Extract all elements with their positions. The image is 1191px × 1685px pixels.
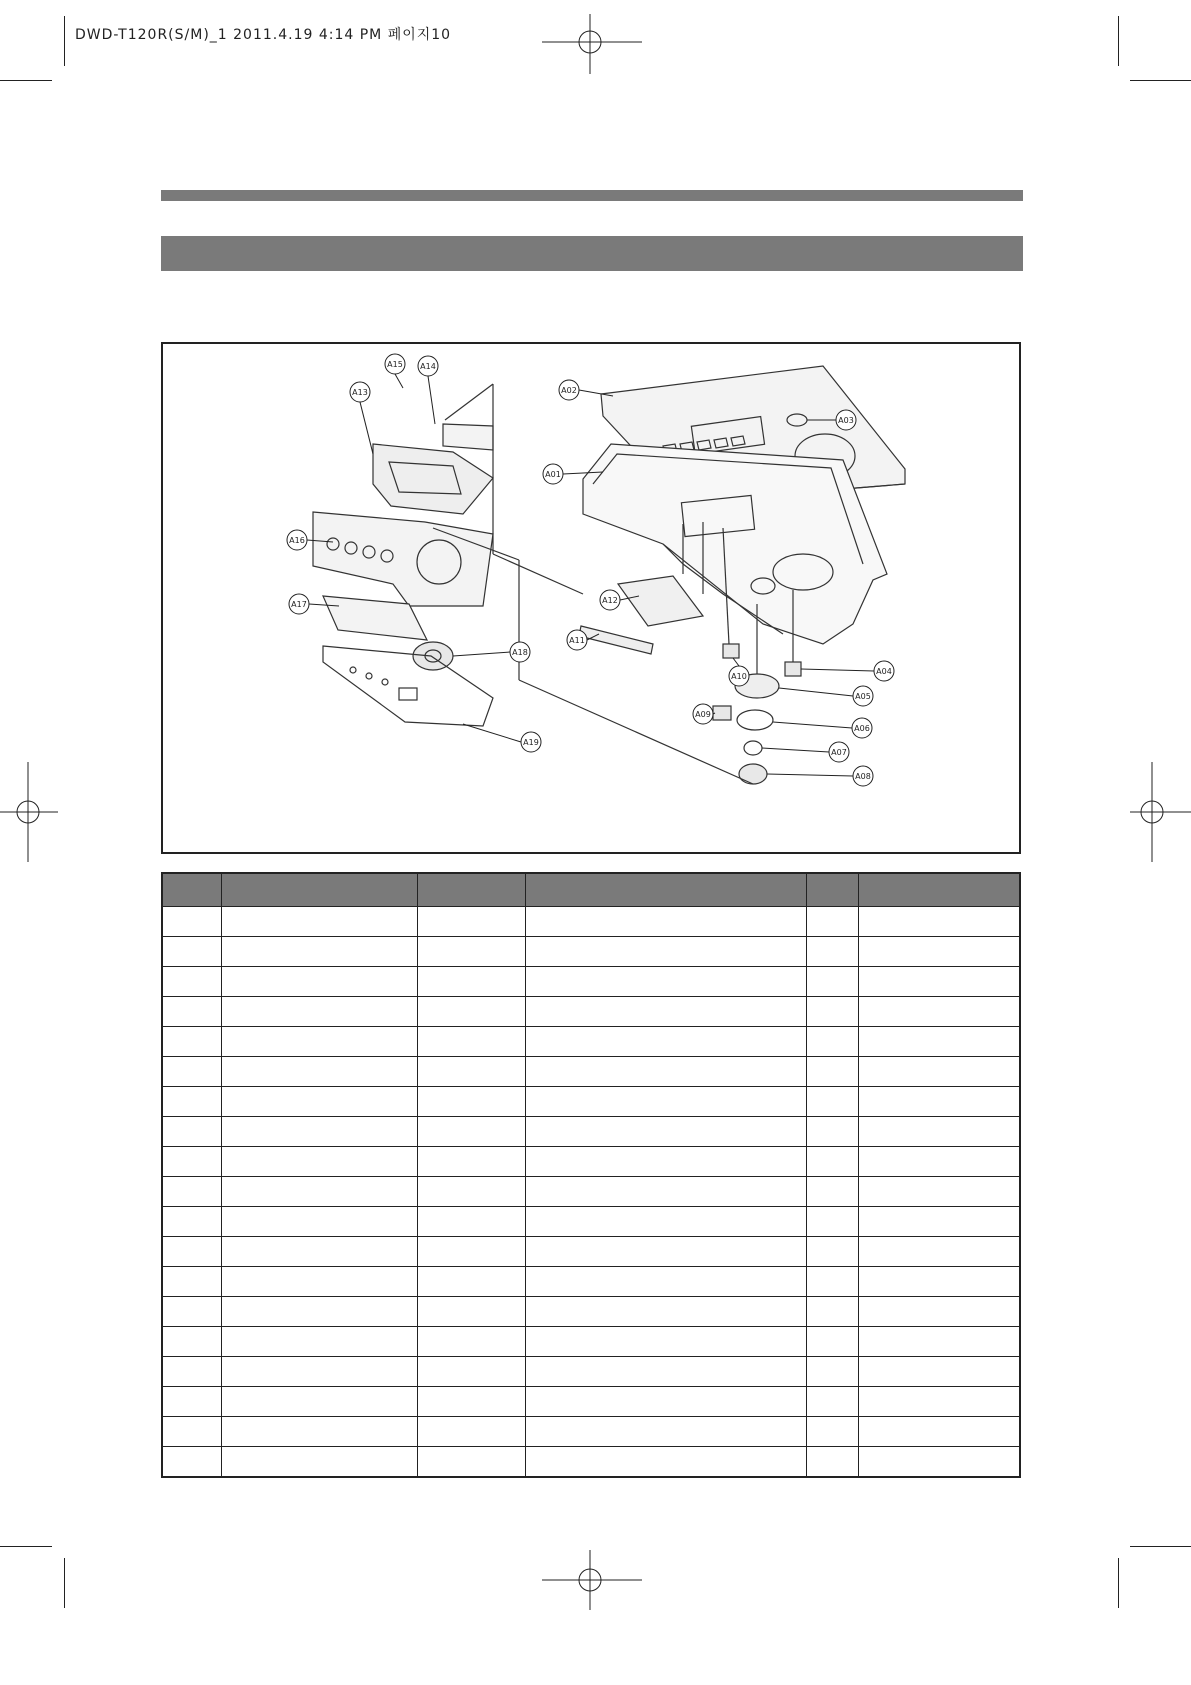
- table-cell: [222, 1447, 418, 1478]
- table-row: [162, 1207, 1020, 1237]
- part-a13-drawer: [373, 444, 493, 514]
- table-cell: [858, 1117, 1020, 1147]
- svg-text:A06: A06: [854, 724, 870, 733]
- table-row: [162, 1297, 1020, 1327]
- header-no: [162, 873, 222, 907]
- table-cell: [162, 967, 222, 997]
- diagram-drawing: [163, 344, 1019, 852]
- callout-a19: [521, 732, 541, 752]
- callout-a13: [350, 382, 370, 402]
- table-cell: [162, 997, 222, 1027]
- table-cell: [417, 1087, 525, 1117]
- table-cell: [162, 937, 222, 967]
- callout-a12: [600, 590, 620, 610]
- table-cell: [858, 967, 1020, 997]
- svg-text:A03: A03: [838, 416, 854, 425]
- table-cell: [525, 1297, 806, 1327]
- table-cell: [417, 1237, 525, 1267]
- table-cell: [222, 1327, 418, 1357]
- table-cell: [858, 1327, 1020, 1357]
- part-a16-housing: [313, 512, 493, 606]
- table-row: [162, 907, 1020, 937]
- table-row: [162, 997, 1020, 1027]
- table-cell: [222, 1087, 418, 1117]
- table-cell: [162, 1027, 222, 1057]
- callout-a04: [874, 661, 894, 681]
- table-cell: [162, 1417, 222, 1447]
- table-cell: [162, 1207, 222, 1237]
- print-header: DWD-T120R(S/M)_1 2011.4.19 4:14 PM 페이지10: [75, 27, 452, 43]
- table-row: [162, 1357, 1020, 1387]
- table-body: [162, 907, 1020, 1478]
- callout-a09: [693, 704, 713, 724]
- svg-text:A19: A19: [523, 738, 539, 747]
- table-cell: [417, 1027, 525, 1057]
- table-cell: [858, 1027, 1020, 1057]
- part-a14: [443, 424, 493, 450]
- registration-mark-left: [0, 762, 58, 862]
- table-cell: [806, 967, 858, 997]
- table-row: [162, 1057, 1020, 1087]
- svg-text:A09: A09: [695, 710, 711, 719]
- table-cell: [162, 907, 222, 937]
- table-row: [162, 1177, 1020, 1207]
- table-cell: [417, 1207, 525, 1237]
- table-row: [162, 1417, 1020, 1447]
- table-cell: [222, 937, 418, 967]
- part-a11-strip: [579, 626, 653, 654]
- table-cell: [222, 997, 418, 1027]
- registration-mark-top: [542, 14, 642, 74]
- table-cell: [162, 1177, 222, 1207]
- table-cell: [162, 1147, 222, 1177]
- callout-a17: [289, 594, 309, 614]
- table-cell: [806, 1327, 858, 1357]
- parts-list-table: [161, 872, 1021, 1478]
- table-cell: [858, 1177, 1020, 1207]
- table-row: [162, 1327, 1020, 1357]
- table-cell: [222, 1297, 418, 1327]
- callout-a14: [418, 356, 438, 376]
- table-row: [162, 1147, 1020, 1177]
- svg-text:A15: A15: [387, 360, 403, 369]
- table-cell: [162, 1087, 222, 1117]
- svg-text:A12: A12: [602, 596, 618, 605]
- table-cell: [417, 1387, 525, 1417]
- table-cell: [525, 1417, 806, 1447]
- table-cell: [162, 1057, 222, 1087]
- table-cell: [806, 1387, 858, 1417]
- table-cell: [162, 1237, 222, 1267]
- table-cell: [417, 1057, 525, 1087]
- table-cell: [222, 1267, 418, 1297]
- callout-a05: [853, 686, 873, 706]
- table-row: [162, 1087, 1020, 1117]
- table-row: [162, 1027, 1020, 1057]
- svg-text:A18: A18: [512, 648, 528, 657]
- table-cell: [162, 1297, 222, 1327]
- header-part-code: [222, 873, 418, 907]
- table-cell: [806, 937, 858, 967]
- table-cell: [222, 1057, 418, 1087]
- header-part-name: [417, 873, 525, 907]
- title-bar: [161, 190, 1023, 201]
- table-cell: [222, 907, 418, 937]
- table-cell: [858, 1087, 1020, 1117]
- header-description: [525, 873, 806, 907]
- table-cell: [525, 967, 806, 997]
- table-cell: [806, 1177, 858, 1207]
- svg-text:A05: A05: [855, 692, 871, 701]
- table-cell: [858, 907, 1020, 937]
- table-cell: [222, 1207, 418, 1237]
- table-cell: [525, 1207, 806, 1237]
- part-a06: [737, 710, 773, 730]
- table-cell: [417, 1297, 525, 1327]
- callout-a15: [385, 354, 405, 374]
- table-cell: [417, 1117, 525, 1147]
- svg-text:A02: A02: [561, 386, 577, 395]
- part-a07: [744, 741, 762, 755]
- part-a08: [739, 764, 767, 784]
- callout-a01: [543, 464, 563, 484]
- table-cell: [417, 1327, 525, 1357]
- table-cell: [417, 1417, 525, 1447]
- table-cell: [525, 1387, 806, 1417]
- callout-a18: [510, 642, 530, 662]
- callout-a16: [287, 530, 307, 550]
- table-cell: [525, 1177, 806, 1207]
- table-row: [162, 1237, 1020, 1267]
- registration-mark-right: [1130, 762, 1191, 862]
- table-cell: [222, 1237, 418, 1267]
- table-cell: [162, 1117, 222, 1147]
- table-cell: [806, 1297, 858, 1327]
- table-cell: [162, 1357, 222, 1387]
- table-cell: [525, 997, 806, 1027]
- table-cell: [806, 1417, 858, 1447]
- part-a04: [785, 662, 801, 676]
- callout-a07: [829, 742, 849, 762]
- callout-a06: [852, 718, 872, 738]
- table-cell: [806, 1027, 858, 1057]
- table-cell: [806, 1207, 858, 1237]
- table-cell: [222, 1147, 418, 1177]
- svg-text:A11: A11: [569, 636, 585, 645]
- callout-a03: [836, 410, 856, 430]
- table-cell: [806, 1447, 858, 1478]
- table-cell: [806, 907, 858, 937]
- callout-a08: [853, 766, 873, 786]
- table-cell: [525, 1357, 806, 1387]
- table-cell: [525, 937, 806, 967]
- svg-text:A17: A17: [291, 600, 307, 609]
- table-header-row: [162, 873, 1020, 907]
- table-cell: [525, 1027, 806, 1057]
- svg-text:A16: A16: [289, 536, 305, 545]
- table-cell: [858, 937, 1020, 967]
- table-cell: [806, 1267, 858, 1297]
- table-cell: [858, 997, 1020, 1027]
- table-cell: [417, 907, 525, 937]
- table-cell: [417, 1447, 525, 1478]
- table-row: [162, 1447, 1020, 1478]
- table-cell: [525, 1117, 806, 1147]
- table-cell: [162, 1327, 222, 1357]
- table-cell: [858, 1417, 1020, 1447]
- table-cell: [858, 1057, 1020, 1087]
- header-qty: [806, 873, 858, 907]
- table-cell: [806, 997, 858, 1027]
- table-row: [162, 1387, 1020, 1417]
- part-a01-panel-body: [583, 444, 887, 644]
- table-cell: [525, 907, 806, 937]
- part-a18-knob: [413, 642, 453, 670]
- table-cell: [222, 1357, 418, 1387]
- table-cell: [858, 1357, 1020, 1387]
- table-cell: [162, 1267, 222, 1297]
- table-cell: [806, 1147, 858, 1177]
- table-cell: [417, 937, 525, 967]
- table-cell: [417, 1177, 525, 1207]
- exploded-parts-diagram: [161, 342, 1021, 854]
- svg-text:A13: A13: [352, 388, 368, 397]
- table-cell: [162, 1387, 222, 1417]
- table-cell: [806, 1087, 858, 1117]
- table-cell: [858, 1237, 1020, 1267]
- table-cell: [525, 1327, 806, 1357]
- table-row: [162, 1117, 1020, 1147]
- table-cell: [417, 1267, 525, 1297]
- table-row: [162, 1267, 1020, 1297]
- svg-text:A08: A08: [855, 772, 871, 781]
- callout-a11: [567, 630, 587, 650]
- svg-text:A10: A10: [731, 672, 747, 681]
- table-cell: [162, 1447, 222, 1478]
- svg-text:A04: A04: [876, 667, 892, 676]
- registration-mark-bottom: [542, 1550, 642, 1610]
- table-cell: [417, 1147, 525, 1177]
- table-cell: [858, 1297, 1020, 1327]
- table-cell: [525, 1147, 806, 1177]
- callout-a10: [729, 666, 749, 686]
- table-cell: [806, 1357, 858, 1387]
- table-cell: [525, 1447, 806, 1478]
- header-remark: [858, 873, 1020, 907]
- table-cell: [858, 1147, 1020, 1177]
- table-cell: [858, 1447, 1020, 1478]
- table-cell: [222, 967, 418, 997]
- table-cell: [806, 1237, 858, 1267]
- svg-text:A01: A01: [545, 470, 561, 479]
- table-cell: [417, 1357, 525, 1387]
- table-cell: [806, 1117, 858, 1147]
- table-cell: [222, 1387, 418, 1417]
- part-a19-pcb: [323, 646, 493, 726]
- table-cell: [525, 1237, 806, 1267]
- table-row: [162, 967, 1020, 997]
- callout-a02: [559, 380, 579, 400]
- table-cell: [525, 1057, 806, 1087]
- table-row: [162, 937, 1020, 967]
- table-cell: [806, 1057, 858, 1087]
- svg-text:A14: A14: [420, 362, 436, 371]
- table-cell: [858, 1387, 1020, 1417]
- table-cell: [858, 1267, 1020, 1297]
- svg-text:A07: A07: [831, 748, 847, 757]
- table-cell: [525, 1087, 806, 1117]
- table-cell: [858, 1207, 1020, 1237]
- table-cell: [222, 1117, 418, 1147]
- table-cell: [417, 997, 525, 1027]
- section-header-bar: [161, 236, 1023, 271]
- table-cell: [222, 1177, 418, 1207]
- table-cell: [222, 1027, 418, 1057]
- table-cell: [417, 967, 525, 997]
- part-a12: [618, 576, 703, 626]
- part-a09: [713, 706, 731, 720]
- table-cell: [525, 1267, 806, 1297]
- table-cell: [222, 1417, 418, 1447]
- part-a10: [723, 644, 739, 658]
